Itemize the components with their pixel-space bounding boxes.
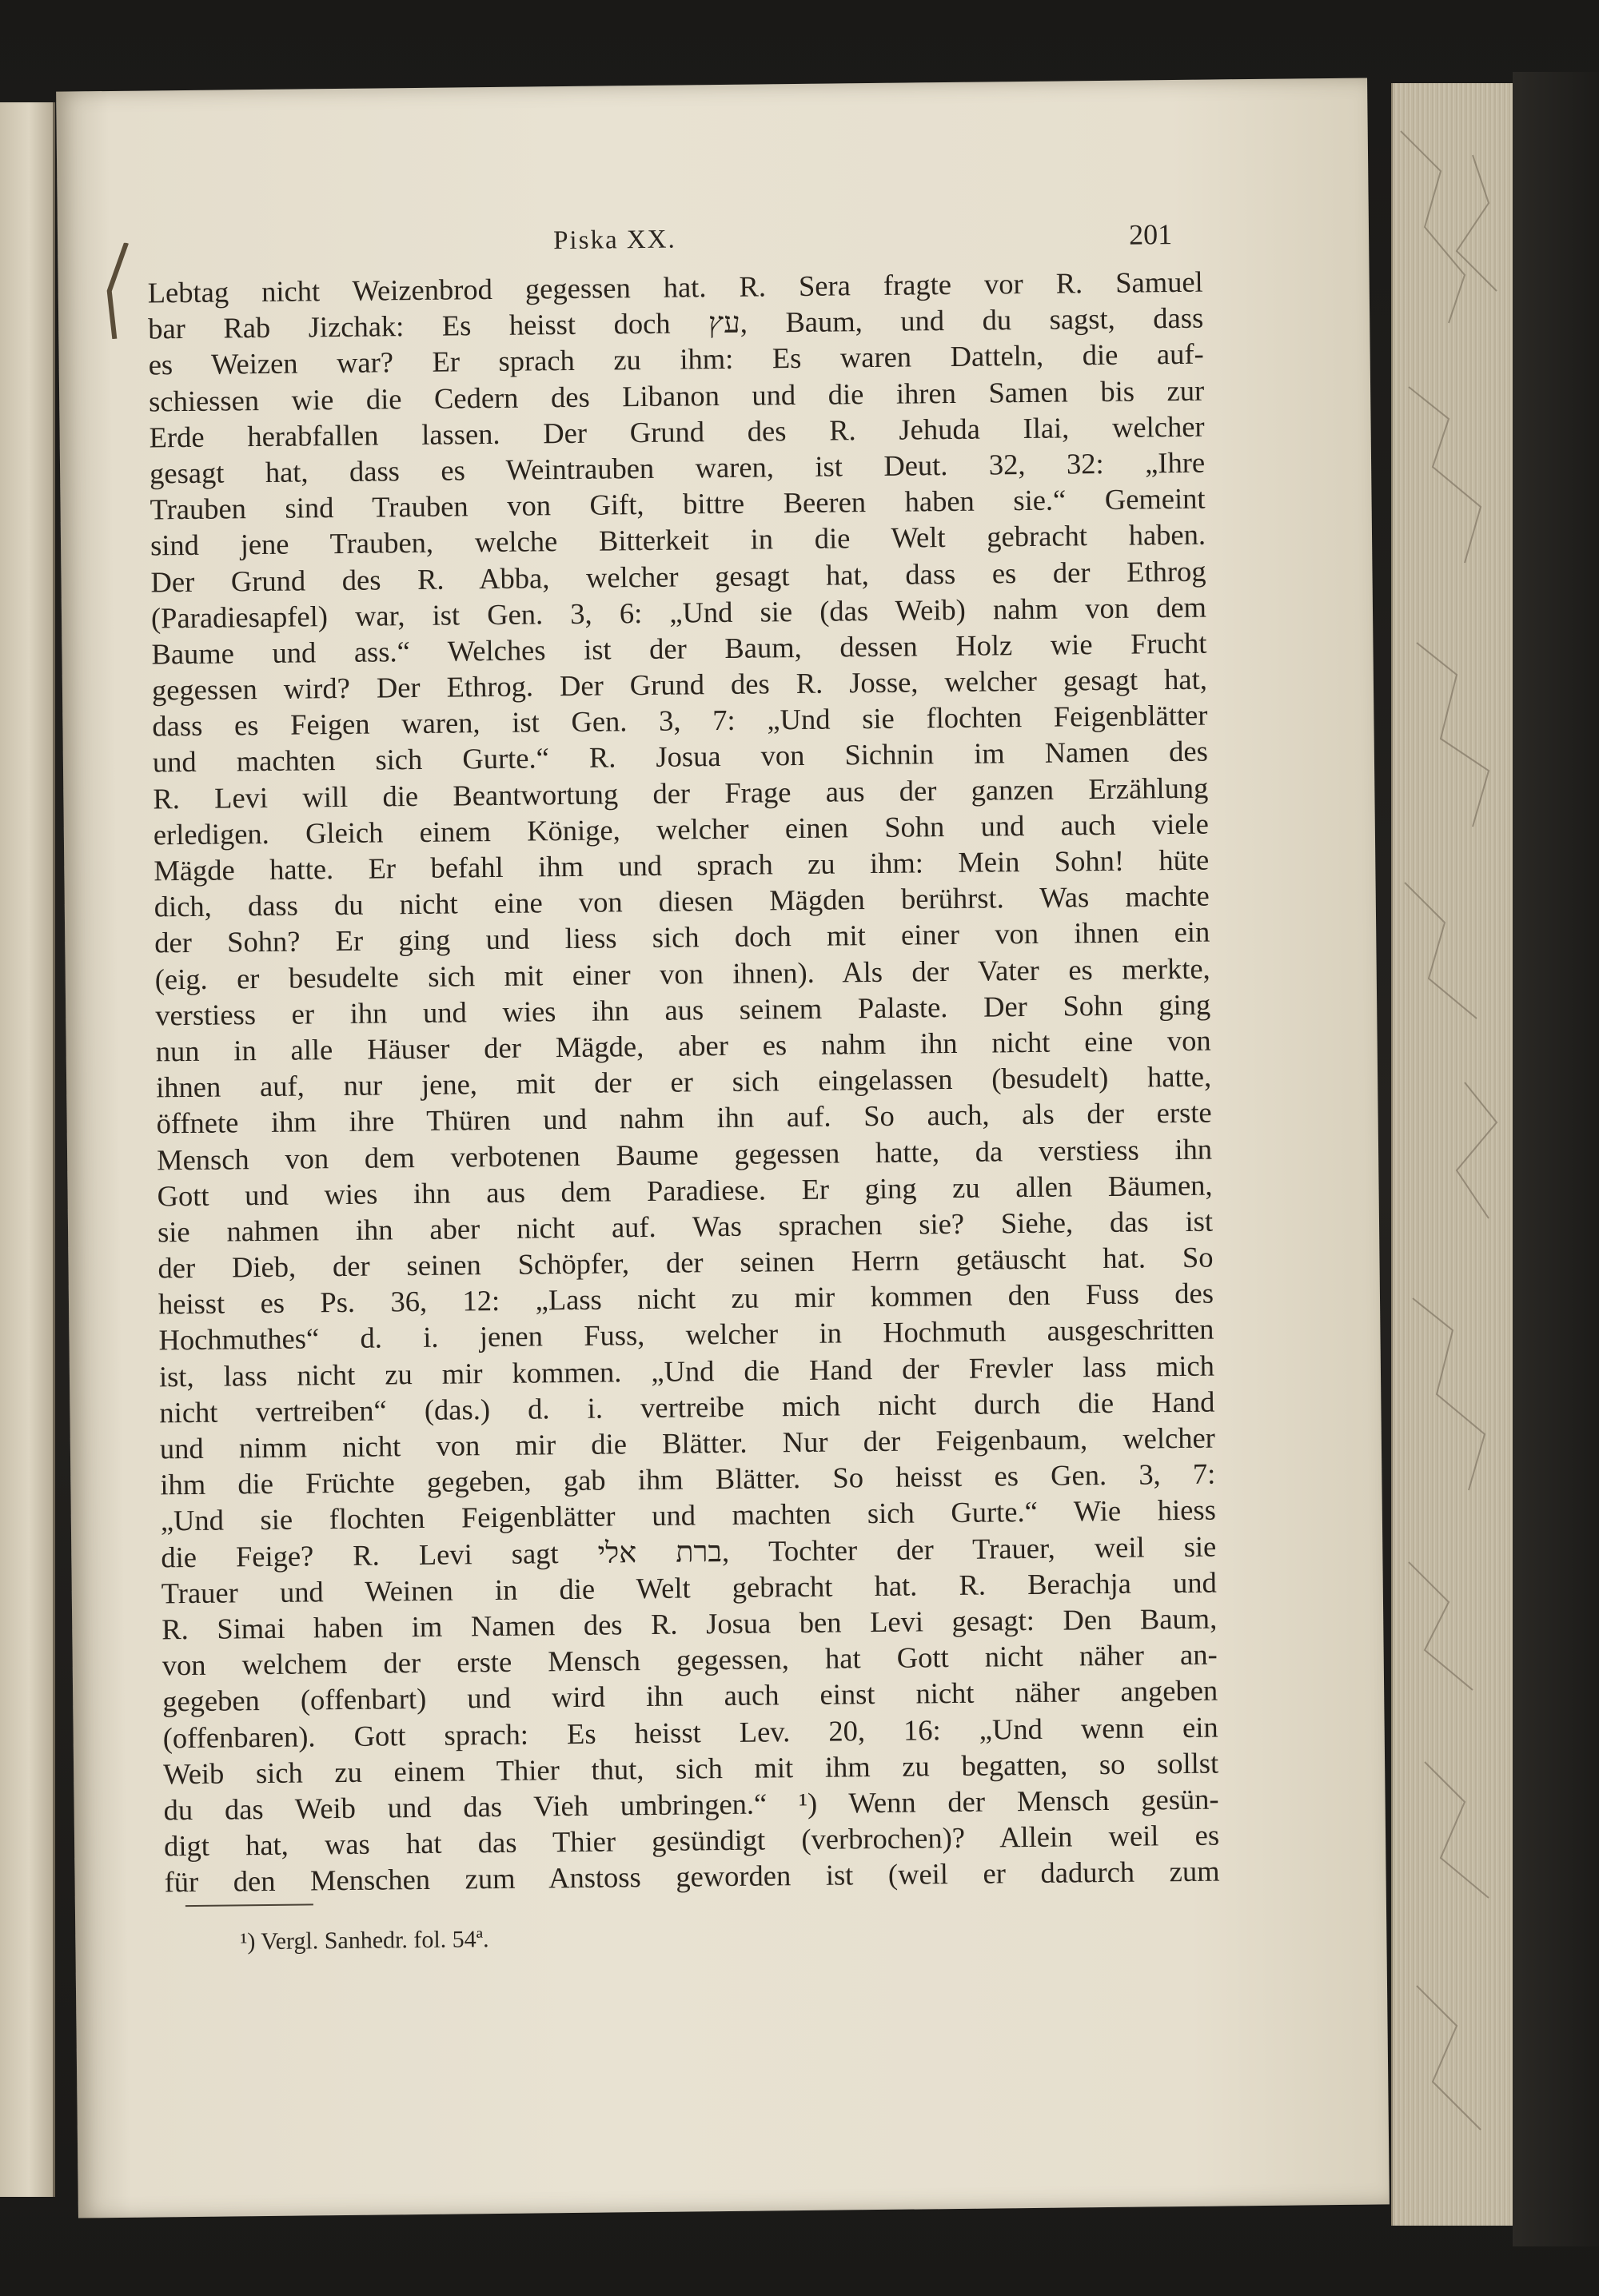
text-line: bar Rab Jizchak: Es heisst doch עץ, Baum, und du sagst, dass [148, 301, 1204, 345]
text-line: sie nahmen ihn aber nicht auf. Was sprachen sie? Siehe, das ist [157, 1204, 1214, 1249]
text-line: gegessen wird? Der Ethrog. Der Grund des R. Josse, welcher gesagt hat, [151, 662, 1208, 707]
footnote-rule [185, 1903, 313, 1907]
facing-page-edge [0, 102, 55, 2197]
text-line: Trauer und Weinen in die Welt gebracht hat. R. Berachja und [161, 1565, 1217, 1610]
text-line: der Dieb, der seinen Schöpfer, der seinen Herrn getäuscht hat. So [158, 1240, 1214, 1285]
book-cover-edge [1513, 72, 1599, 2246]
page-tab-mark [106, 243, 130, 339]
marbled-edge-pattern [1393, 83, 1513, 2226]
text-line: öffnete ihm ihre Thüren und nahm ihn auf. So auch, als der erste [156, 1095, 1212, 1140]
page-number: 201 [1128, 218, 1173, 251]
footnote: ¹) Vergl. Sanhedr. fol. 54ª. [240, 1926, 489, 1955]
text-line: sind jene Trauben, welche Bitterkeit in die Welt gebracht haben. [150, 517, 1206, 562]
text-line: der Sohn? Er ging und liess sich doch mit einer von ihnen ein [154, 915, 1210, 959]
text-line: R. Simai haben im Namen des R. Josua ben Levi gesagt: Den Baum, [161, 1601, 1218, 1646]
text-line: dass es Feigen waren, ist Gen. 3, 7: „Und sie flochten Feigenblätter [152, 698, 1208, 743]
text-line: (eig. er besudelte sich mit einer von ihnen). Als der Vater es merkte, [154, 951, 1210, 995]
text-line: digt hat, was hat das Thier gesündigt (verbrochen)? Allein weil es [163, 1818, 1220, 1863]
text-line: Hochmuthes“ d. i. jenen Fuss, welcher in Hochmuth ausgeschritten [158, 1313, 1214, 1357]
text-line: ihnen auf, nur jene, mit der er sich eingelassen (besudelt) hatte, [155, 1059, 1212, 1104]
text-line: erledigen. Gleich einem Könige, welcher einen Sohn und auch viele [153, 807, 1209, 851]
text-line: ist, lass nicht zu mir kommen. „Und die Hand der Frevler lass mich [158, 1349, 1215, 1393]
running-head: Piska XX. [552, 225, 676, 256]
text-line: und machten sich Gurte.“ R. Josua von Sichnin im Namen des [152, 735, 1209, 779]
text-line: und nimm nicht von mir die Blätter. Nur der Feigenbaum, welcher [159, 1421, 1216, 1465]
text-line: dich, dass du nicht eine von diesen Mägden berührst. Was machte [154, 879, 1210, 923]
text-line: gegeben (offenbart) und wird ihn auch einst nicht näher angeben [161, 1673, 1218, 1718]
text-line: Der Grund des R. Abba, welcher gesagt hat, dass es der Ethrog [150, 554, 1206, 598]
text-line: Baume und ass.“ Welches ist der Baum, dessen Holz wie Frucht [151, 626, 1207, 671]
book-page [56, 78, 1390, 2218]
text-line: (offenbaren). Gott sprach: Es heisst Lev. 20, 16: „Und wenn ein [162, 1710, 1218, 1754]
book-fore-edge [1391, 83, 1513, 2226]
text-line: ihm die Früchte gegeben, gab ihm Blätter. So heisst es Gen. 3, 7: [160, 1457, 1216, 1501]
text-line: für den Menschen zum Anstoss geworden ist (weil er dadurch zum [164, 1854, 1220, 1899]
text-line: schiessen wie die Cedern des Libanon und die ihren Samen bis zur [148, 373, 1205, 418]
text-line: heisst es Ps. 36, 12: „Lass nicht zu mir kommen den Fuss des [158, 1276, 1214, 1321]
text-line: verstiess er ihn und wies ihn aus seinem Palaste. Der Sohn ging [155, 987, 1211, 1032]
text-line: (Paradiesapfel) war, ist Gen. 3, 6: „Und sie (das Weib) nahm von dem [150, 590, 1207, 635]
text-line: es Weizen war? Er sprach zu ihm: Es waren Datteln, die auf- [148, 337, 1204, 381]
text-line: Trauben sind Trauben von Gift, bittre Beeren haben sie.“ Gemeint [150, 481, 1206, 526]
text-line: Mensch von dem verbotenen Baume gegessen hatte, da verstiess ihn [156, 1132, 1213, 1176]
body-text [148, 264, 1220, 1900]
text-line: Lebtag nicht Weizenbrod gegessen hat. R. Sera fragte vor R. Samuel [147, 265, 1203, 309]
text-line: du das Weib und das Vieh umbringen.“ ¹) Wenn der Mensch gesün- [163, 1782, 1219, 1827]
text-line: die Feige? R. Levi sagt ברת אלי, Tochter der Trauer, weil sie [161, 1529, 1217, 1573]
text-line: nicht vertreiben“ (das.) d. i. vertreibe mich nicht durch die Hand [159, 1385, 1215, 1429]
text-line: Weib sich zu einem Thier thut, sich mit ihm zu begatten, so sollst [162, 1746, 1219, 1791]
text-line: Erde herabfallen lassen. Der Grund des R. Jehuda Ilai, welcher [149, 409, 1205, 454]
text-line: nun in alle Häuser der Mägde, aber es nahm ihn nicht eine von [155, 1023, 1211, 1068]
text-line: R. Levi will die Beantwortung der Frage aus der ganzen Erzählung [153, 771, 1209, 815]
text-line: gesagt hat, dass es Weintrauben waren, ist Deut. 32, 32: „Ihre [149, 445, 1206, 490]
text-line: „Und sie flochten Feigenblätter und machten sich Gurte.“ Wie hiess [160, 1493, 1216, 1537]
text-line: Mägde hatte. Er befahl ihm und sprach zu ihm: Mein Sohn! hüte [154, 843, 1210, 887]
text-line: von welchem der erste Mensch gegessen, hat Gott nicht näher an- [161, 1637, 1218, 1682]
text-line: Gott und wies ihn aus dem Paradiese. Er ging zu allen Bäumen, [157, 1168, 1213, 1213]
